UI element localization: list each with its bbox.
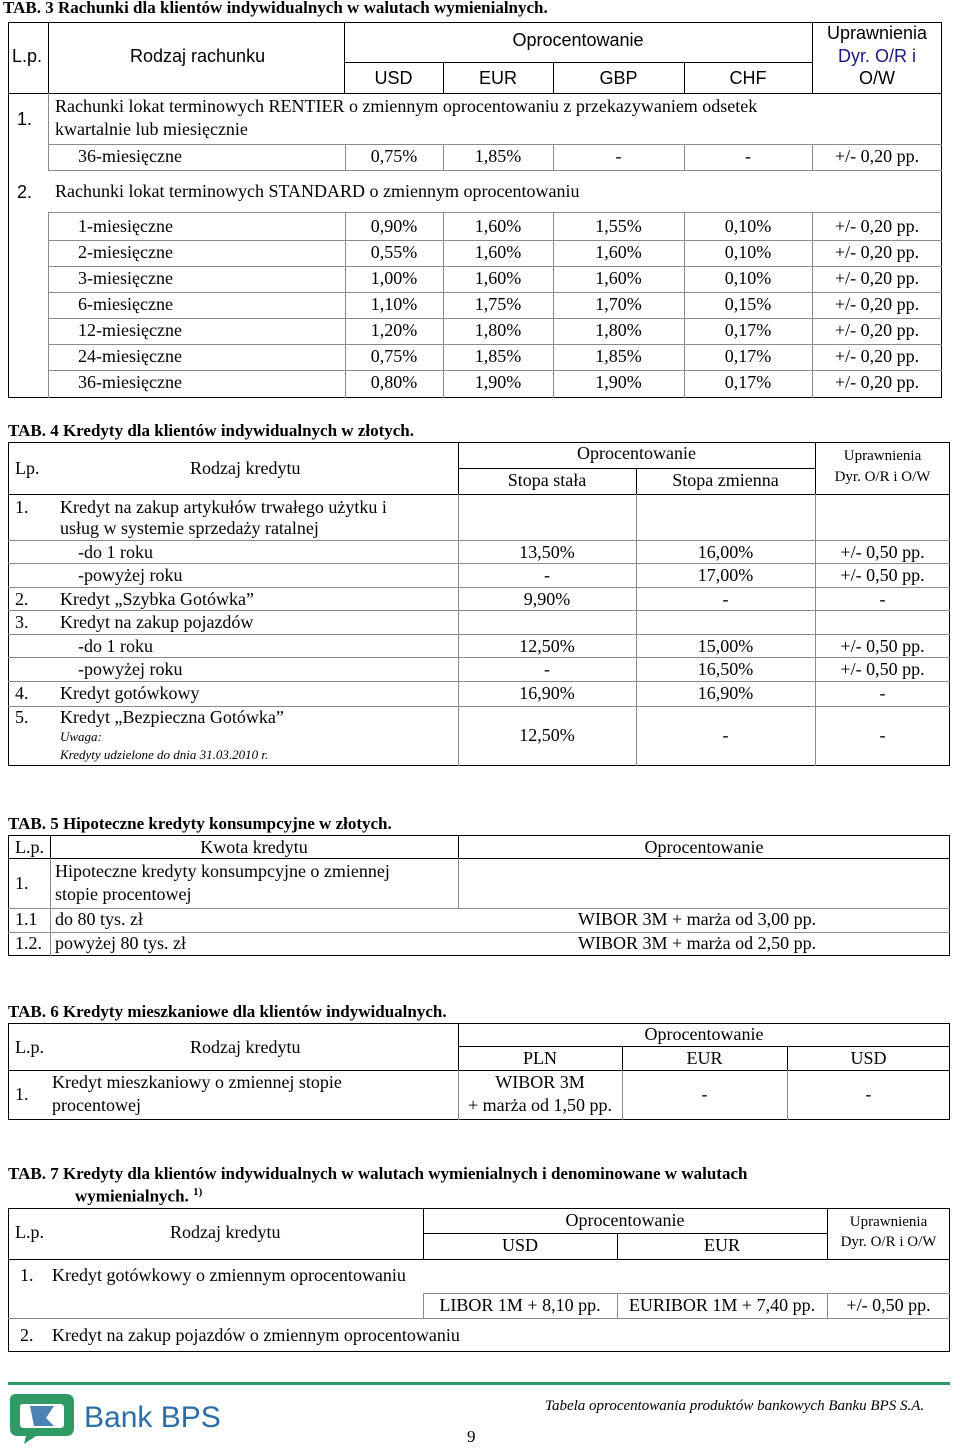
tab6-header-lp: L.p. <box>15 1037 44 1057</box>
tab7-header-eur: EUR <box>704 1235 740 1255</box>
tab4-header-uprawnienia: Uprawnienia <box>843 448 922 464</box>
tab3-s2-row-gbp: 1,60% <box>595 242 642 262</box>
tab3-header-dyr: Dyr. O/R i <box>837 46 916 66</box>
tab3-s2-row-gbp: 1,60% <box>595 268 642 288</box>
tab4-row1-number: 1. <box>15 497 29 517</box>
tab7-usd-rate: LIBOR 1M + 8,10 pp. <box>439 1295 601 1315</box>
tab3-s2-row-usd: 1,20% <box>370 320 418 340</box>
tab4-row2-zmienna: - <box>722 589 729 609</box>
tab4-row1b-zmienna: 17,00% <box>697 565 754 585</box>
tab7-header-lp: L.p. <box>15 1222 44 1242</box>
tab3-s2-row-eur: 1,60% <box>474 216 522 236</box>
tab7-eur-rate: EURIBOR 1M + 7,40 pp. <box>628 1295 816 1315</box>
tab6-title: TAB. 6 Kredyty mieszkaniowe dla klientów indywidualnych. <box>8 1002 447 1021</box>
tab4-row3b-stala: - <box>544 659 550 679</box>
tab3-s2-row-usd: 1,00% <box>370 268 418 288</box>
tab4-row3-title: Kredyt na zakup pojazdów <box>60 612 254 632</box>
tab6-header-usd: USD <box>850 1048 887 1068</box>
tab4-row4-number: 4. <box>15 683 29 703</box>
tab3-s2-row-name: 6-miesięczne <box>78 294 173 314</box>
tab4-row3-number: 3. <box>15 612 29 632</box>
tab3-header-uprawnienia: Uprawnienia <box>826 23 928 43</box>
tab3-s2-row-gbp: 1,80% <box>595 320 642 340</box>
tab3-s2-row-eur: 1,60% <box>474 268 522 288</box>
tab5-title: TAB. 5 Hipoteczne kredyty konsumpcyjne w złotych. <box>8 814 392 833</box>
tab3-section1-number: 1. <box>17 109 33 129</box>
tab3-s2-row-chf: 0,17% <box>724 346 772 366</box>
tab5-header-lp: L.p. <box>15 837 44 857</box>
tab3-s1-row-eur: 1,85% <box>474 146 522 166</box>
tab4-row1b-uprawnienia: +/- 0,50 pp. <box>840 565 925 585</box>
tab6-row1-usd: - <box>865 1084 872 1104</box>
tab3-s2-row-usd: 0,55% <box>370 242 418 262</box>
tab4-title: TAB. 4 Kredyty dla klientów indywidualnych w złotych. <box>8 421 415 440</box>
tab6-row1-title-cont: procentowej <box>52 1095 141 1115</box>
tab3-header-lp: L.p. <box>12 46 43 66</box>
tab4-row5-number: 5. <box>15 707 29 727</box>
tab3-s2-row-gbp: 1,70% <box>595 294 642 314</box>
tab3-s1-row-uprawnienia: +/- 0,20 pp. <box>834 146 920 166</box>
tab4-row3b-zmienna: 16,50% <box>697 659 754 679</box>
tab4-row1a-zmienna: 16,00% <box>697 542 754 562</box>
tab3-s2-row-upr: +/- 0,20 pp. <box>834 294 920 314</box>
tab3-s2-row-chf: 0,17% <box>724 372 772 392</box>
tab4-row1b-name: -powyżej roku <box>78 565 183 585</box>
tab3-s2-row-chf: 0,17% <box>724 320 772 340</box>
tab4-row4-name: Kredyt gotówkowy <box>60 683 200 703</box>
tab3-s2-row-usd: 0,90% <box>370 216 418 236</box>
tab7-header-uprawnienia: Uprawnienia <box>849 1214 928 1230</box>
tab7-header-dyr: Dyr. O/R i O/W <box>840 1234 937 1250</box>
tab5-row11-oprocentowanie: WIBOR 3M + marża od 3,00 pp. <box>578 909 817 929</box>
tab7-uprawnienia: +/- 0,50 pp. <box>846 1295 931 1315</box>
tab3-s2-row-gbp: 1,85% <box>595 346 642 366</box>
tab3-s2-row-name: 1-miesięczne <box>78 216 173 236</box>
tab4-row3a-zmienna: 15,00% <box>697 636 754 656</box>
tab3-s2-row-eur: 1,60% <box>474 242 522 262</box>
tab3-s2-row-upr: +/- 0,20 pp. <box>834 242 920 262</box>
tab4-row4-uprawnienia: - <box>879 683 886 703</box>
tab4-row3a-name: -do 1 roku <box>78 636 153 656</box>
tab4-row1b-stala: - <box>544 565 550 585</box>
tab3-s1-row-chf: - <box>745 146 751 166</box>
tab3-s2-row-upr: +/- 0,20 pp. <box>834 346 920 366</box>
tab4-header-oprocentowanie: Oprocentowanie <box>577 443 696 463</box>
tab4-row5-uprawnienia: - <box>879 725 886 745</box>
tab3-header-rodzaj: Rodzaj rachunku <box>130 46 266 66</box>
tab7-row2-number: 2. <box>20 1325 34 1345</box>
tab4-row4-stala: 16,90% <box>519 683 575 703</box>
tab6-row1-pln-line2: + marża od 1,50 pp. <box>467 1095 613 1115</box>
footer-divider <box>8 1382 950 1385</box>
tab4-header-lp: Lp. <box>15 458 40 478</box>
tab7-header-usd: USD <box>501 1235 538 1255</box>
tab6-header-rodzaj: Rodzaj kredytu <box>190 1037 301 1057</box>
tab3-s2-row-upr: +/- 0,20 pp. <box>834 372 920 392</box>
tab7-title-cont-text: wymienialnych. <box>75 1186 189 1206</box>
tab7-row1-name: Kredyt gotówkowy o zmiennym oprocentowaniu <box>52 1265 406 1285</box>
tab3-s2-row-name: 36-miesięczne <box>78 372 182 392</box>
tab3-s2-row-eur: 1,90% <box>474 372 522 392</box>
footer-caption-text: Tabela oprocentowania produktów bankowych Banku BPS S.A. <box>545 1398 925 1414</box>
tab6-header-oprocentowanie: Oprocentowanie <box>644 1024 764 1044</box>
tab5-row1-title: Hipoteczne kredyty konsumpcyjne o zmiennej <box>55 861 390 881</box>
tab3-header-oprocentowanie: Oprocentowanie <box>512 30 644 50</box>
tab3-header-gbp: GBP <box>599 68 638 88</box>
tab4-row3a-uprawnienia: +/- 0,50 pp. <box>840 636 925 656</box>
tab6-header-pln: PLN <box>522 1048 557 1068</box>
tab6-row1-pln-line1: WIBOR 3M <box>495 1072 585 1092</box>
tab3-s2-row-eur: 1,85% <box>474 346 522 366</box>
tab3-s2-row-usd: 1,10% <box>370 294 418 314</box>
tab7-title-footnote: 1) <box>193 1186 203 1198</box>
tab5-row11-number: 1.1 <box>15 909 38 929</box>
tab3-s2-row-chf: 0,15% <box>724 294 772 314</box>
tab3-header-usd: USD <box>374 68 413 88</box>
tab4-header-zmienna: Stopa zmienna <box>672 470 779 490</box>
tab5-header-oprocentowanie: Oprocentowanie <box>644 837 764 857</box>
tab3-s1-row-usd: 0,75% <box>370 146 418 166</box>
tab4-row1a-stala: 13,50% <box>519 542 575 562</box>
tab3-header-chf: CHF <box>729 68 767 88</box>
tab4-row2-number: 2. <box>15 589 29 609</box>
tab4-row5-note-label: Uwaga: <box>60 729 102 744</box>
tab5-row12-oprocentowanie: WIBOR 3M + marża od 2,50 pp. <box>578 933 817 953</box>
tab4-row1-title-cont: usług w systemie sprzedaży ratalnej <box>60 518 319 538</box>
tab3-s1-row-name: 36-miesięczne <box>78 146 182 166</box>
tab4-header-stala: Stopa stała <box>507 470 587 490</box>
tab3-s2-row-chf: 0,10% <box>724 216 772 236</box>
tab6-row1-number: 1. <box>15 1084 29 1104</box>
tab3-s2-row-usd: 0,75% <box>370 346 418 366</box>
tab5-row12-number: 1.2. <box>15 933 42 953</box>
tab4-header-rodzaj: Rodzaj kredytu <box>190 458 301 478</box>
tab4-header-dyr: Dyr. O/R i O/W <box>834 469 931 485</box>
tab4-row3b-name: -powyżej roku <box>78 659 183 679</box>
tab4-row3b-uprawnienia: +/- 0,50 pp. <box>840 659 925 679</box>
tab7-title: TAB. 7 Kredyty dla klientów indywidualnych w walutach wymienialnych i denominowane w walutach <box>8 1164 748 1183</box>
tab6-header-eur: EUR <box>686 1048 723 1068</box>
tab4-row2-stala: 9,90% <box>523 589 571 609</box>
tab3-s2-row-gbp: 1,90% <box>595 372 642 392</box>
tab7-header-rodzaj: Rodzaj kredytu <box>170 1222 281 1242</box>
tab3-section2-number: 2. <box>17 182 33 202</box>
tab5-row12-name: powyżej 80 tys. zł <box>55 933 186 953</box>
bank-logo <box>6 1390 246 1446</box>
tab3-header-eur: EUR <box>478 68 517 88</box>
tab3-s2-row-eur: 1,75% <box>474 294 522 314</box>
tab4-row2-name: Kredyt „Szybka Gotówka” <box>60 589 254 609</box>
tab3-s2-row-name: 2-miesięczne <box>78 242 173 262</box>
tab7-row1-number: 1. <box>20 1265 34 1285</box>
tab3-s2-row-upr: +/- 0,20 pp. <box>834 268 920 288</box>
tab4-row1a-name: -do 1 roku <box>78 542 153 562</box>
bank-logo-text: Bank BPS <box>84 1401 221 1434</box>
tab3-s2-row-name: 3-miesięczne <box>78 268 173 288</box>
tab3-s2-row-upr: +/- 0,20 pp. <box>834 216 920 236</box>
bank-bps-logo-icon <box>6 1390 78 1446</box>
tab3-header-ow: O/W <box>859 68 895 88</box>
tab4-row5-zmienna: - <box>722 725 729 745</box>
tab4-row4-zmienna: 16,90% <box>697 683 754 703</box>
tab4-row5-stala: 12,50% <box>519 725 575 745</box>
tab4-row1a-uprawnienia: +/- 0,50 pp. <box>840 542 925 562</box>
tab3-s2-row-eur: 1,80% <box>474 320 522 340</box>
tab3-s2-row-chf: 0,10% <box>724 268 772 288</box>
tab5-header-kwota: Kwota kredytu <box>200 837 308 857</box>
tab5-row11-name: do 80 tys. zł <box>55 909 143 929</box>
tab4-row5-name: Kredyt „Bezpieczna Gotówka” <box>60 707 284 727</box>
tab3-s2-row-upr: +/- 0,20 pp. <box>834 320 920 340</box>
tab3-section1-title: Rachunki lokat terminowych RENTIER o zmiennym oprocentowaniu z przekazywaniem odsetek <box>55 96 758 116</box>
tab3-section2-title: Rachunki lokat terminowych STANDARD o zmiennym oprocentowaniu <box>55 181 580 201</box>
tab4-row3a-stala: 12,50% <box>519 636 575 656</box>
tab3-section1-title-cont: kwartalnie lub miesięcznie <box>55 119 248 139</box>
tab3-title: TAB. 3 Rachunki dla klientów indywidualnych w walutach wymienialnych. <box>3 0 548 17</box>
tab3-s2-row-gbp: 1,55% <box>595 216 642 236</box>
page-number: 9 <box>467 1427 476 1446</box>
tab3-s2-row-chf: 0,10% <box>724 242 772 262</box>
tab4-row1-title: Kredyt na zakup artykułów trwałego użytku i <box>60 497 387 517</box>
tab3-s2-row-usd: 0,80% <box>370 372 418 392</box>
tab6-row1-eur: - <box>701 1084 708 1104</box>
tab7-title-cont <box>75 1186 202 1207</box>
tab4-row5-note: Kredyty udzielone do dnia 31.03.2010 r. <box>60 747 269 762</box>
tab7-header-oprocentowanie: Oprocentowanie <box>565 1210 685 1230</box>
tab5-row1-number: 1. <box>15 873 29 893</box>
tab3-s1-row-gbp: - <box>615 146 622 166</box>
tab4-row2-uprawnienia: - <box>879 589 886 609</box>
tab7-row2-name: Kredyt na zakup pojazdów o zmiennym oprocentowaniu <box>52 1325 460 1345</box>
tab3-s2-row-name: 24-miesięczne <box>78 346 182 366</box>
tab6-row1-title: Kredyt mieszkaniowy o zmiennej stopie <box>52 1072 342 1092</box>
tab5-row1-title-cont: stopie procentowej <box>55 884 192 904</box>
tab3-s2-row-name: 12-miesięczne <box>78 320 182 340</box>
footer-caption <box>545 1398 924 1415</box>
